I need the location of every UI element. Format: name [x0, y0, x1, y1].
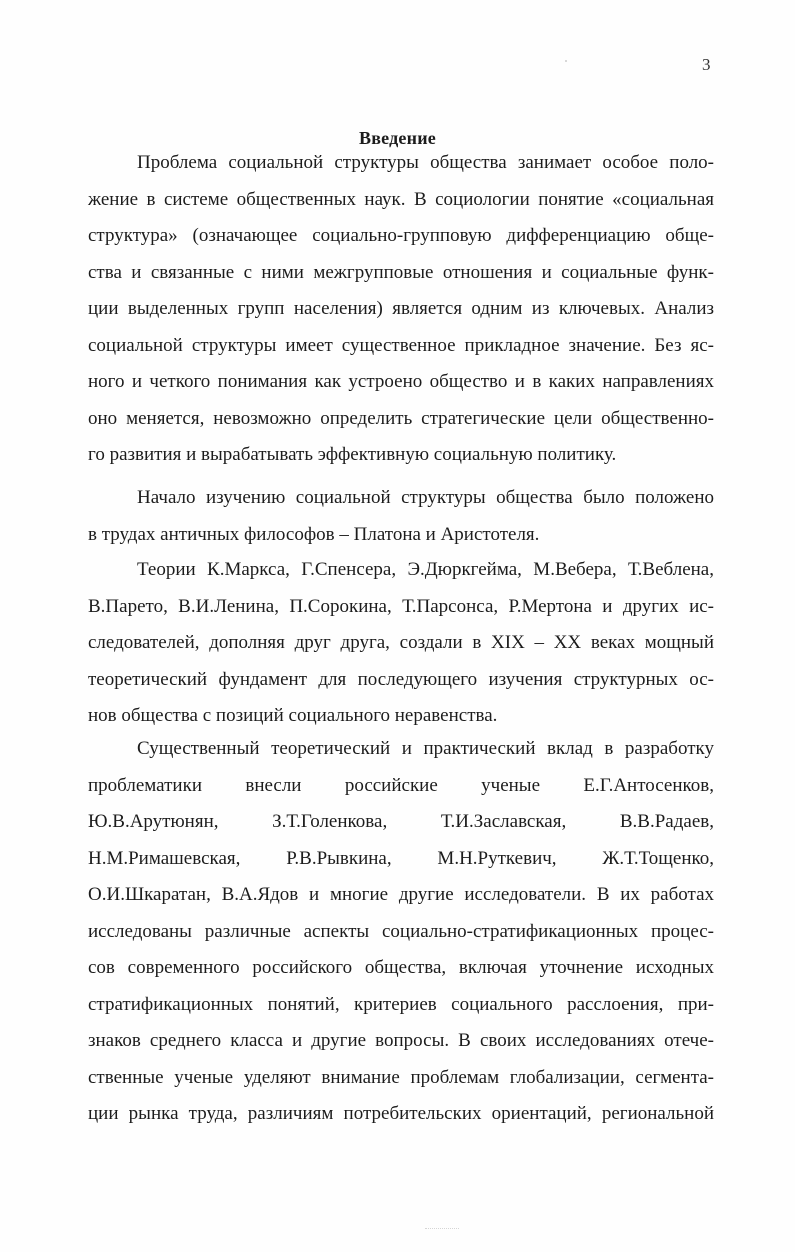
scan-speck	[565, 60, 567, 62]
text-line: нов общества с позиций социального неравенства.	[88, 705, 498, 726]
text-line: О.И.Шкаратан, В.А.Ядов и многие другие исследователи. В их работах	[88, 884, 714, 905]
text-line: структура» (означающее социально-групповую дифференциацию обще-	[88, 225, 714, 246]
text-line: В.Парето, В.И.Ленина, П.Сорокина, Т.Парсонса, Р.Мертона и других ис-	[88, 595, 714, 617]
text-line: Проблема социальной структуры общества занимает особое поло-	[137, 152, 714, 173]
paragraph-1	[88, 145, 714, 474]
text-line: ции выделенных групп населения) является одним из ключевых. Анализ	[88, 298, 714, 319]
text-line: ственные ученые уделяют внимание проблемам глобализации, сегмента-	[88, 1066, 714, 1088]
text-line: знаков среднего класса и другие вопросы. В своих исследованиях отече-	[88, 1030, 714, 1051]
paragraph-4	[88, 731, 714, 1133]
text-line: оно меняется, невозможно определить стратегические цели общественно-	[88, 407, 714, 429]
text-line: Теории К.Маркса, Г.Спенсера, Э.Дюркгейма, М.Вебера, Т.Веблена,	[137, 559, 714, 580]
text-line: го развития и вырабатывать эффективную социальную политику.	[88, 444, 617, 465]
text-line: ного и четкого понимания как устроено общество и в каких направлениях	[88, 371, 714, 392]
text-line: следователей, дополняя друг друга, создали в XIX – XX веках мощный	[88, 632, 714, 653]
text-line: Н.М.Римашевская, Р.В.Рывкина, М.Н.Руткевич, Ж.Т.Тощенко,	[88, 847, 714, 869]
text-line: ства и связанные с ними межгрупповые отношения и социальные функ-	[88, 261, 714, 283]
paragraph-2	[88, 480, 714, 553]
text-line: Начало изучению социальной структуры общества было положено	[137, 487, 714, 508]
text-line: Ю.В.Арутюнян, З.Т.Голенкова, Т.И.Заславская, В.В.Радаев,	[88, 811, 714, 832]
section-heading: Введение	[359, 128, 436, 148]
text-line: стратификационных понятий, критериев социального расслоения, при-	[88, 993, 714, 1015]
text-line: теоретический фундамент для последующего изучения структурных ос-	[88, 668, 714, 690]
text-line: в трудах античных философов – Платона и Аристотеля.	[88, 523, 540, 545]
page-number: 3	[702, 55, 711, 74]
paragraph-3	[88, 552, 714, 735]
text-line: сов современного российского общества, включая уточнение исходных	[88, 957, 714, 978]
text-line: социальной структуры имеет существенное прикладное значение. Без яс-	[88, 334, 714, 356]
text-line: жение в системе общественных наук. В социологии понятие «социальная	[88, 188, 714, 210]
scan-smudge	[425, 1228, 459, 1235]
text-line: исследованы различные аспекты социально-стратификационных процес-	[88, 920, 714, 942]
text-line: Существенный теоретический и практический вклад в разработку	[137, 738, 714, 759]
text-line: ции рынка труда, различиям потребительских ориентаций, региональной	[88, 1103, 714, 1124]
text-line: проблематики внесли российские ученые Е.Г.Антосенков,	[88, 774, 714, 796]
